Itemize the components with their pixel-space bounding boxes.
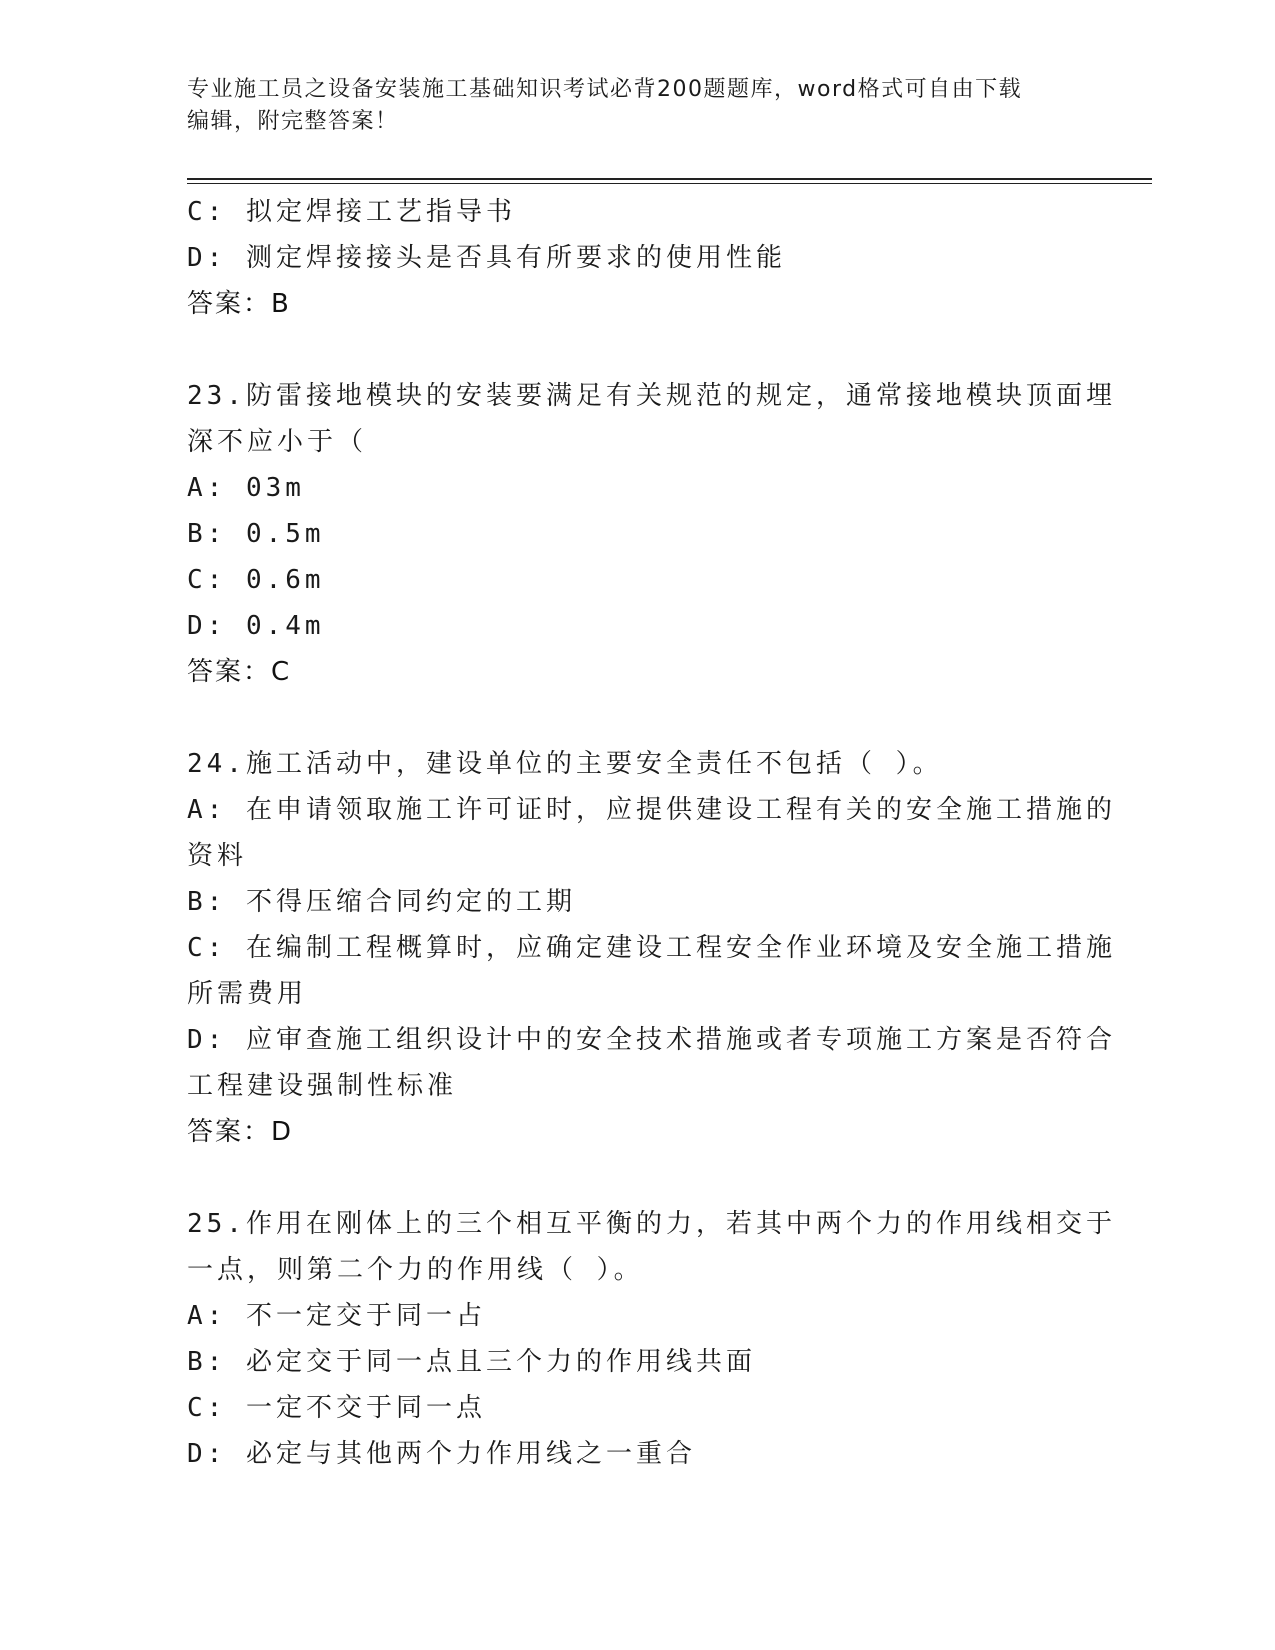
option-b: B: 必定交于同一点且三个力的作用线共面 bbox=[187, 1347, 756, 1377]
option-a: A: 03m bbox=[187, 473, 305, 503]
answer-label: 答案：D bbox=[187, 1117, 294, 1147]
option-d-continued: 工程建设强制性标准 bbox=[187, 1071, 458, 1101]
option-a: A: 在申请领取施工许可证时，应提供建设工程有关的安全施工措施的 bbox=[187, 795, 1116, 825]
header-divider-thin bbox=[187, 183, 1152, 184]
header-title-line-2: 编辑，附完整答案！ bbox=[187, 109, 399, 134]
question-stem: 24.施工活动中，建设单位的主要安全责任不包括（ ）。 bbox=[187, 749, 943, 779]
option-b: B: 0.5m bbox=[187, 519, 325, 549]
answer-label: 答案：C bbox=[187, 657, 292, 687]
option-b: B: 不得压缩合同约定的工期 bbox=[187, 887, 576, 917]
question-stem-continued: 一点，则第二个力的作用线（ ）。 bbox=[187, 1255, 644, 1285]
option-c-continued: 所需费用 bbox=[187, 979, 308, 1009]
answer-label: 答案：B bbox=[187, 289, 291, 319]
option-c: C: 0.6m bbox=[187, 565, 325, 595]
question-25 bbox=[187, 1201, 1116, 1477]
option-c: C: 拟定焊接工艺指导书 bbox=[187, 197, 516, 227]
question-stem: 25.作用在刚体上的三个相互平衡的力，若其中两个力的作用线相交于 bbox=[187, 1209, 1116, 1239]
question-list bbox=[187, 189, 1116, 1477]
option-d: D: 应审查施工组织设计中的安全技术措施或者专项施工方案是否符合 bbox=[187, 1025, 1116, 1055]
option-d: D: 0.4m bbox=[187, 611, 325, 641]
question-23 bbox=[187, 373, 1116, 695]
option-a: A: 不一定交于同一占 bbox=[187, 1301, 486, 1331]
spacer bbox=[187, 327, 1087, 373]
header-divider-thick bbox=[187, 178, 1152, 180]
spacer bbox=[187, 695, 1087, 741]
option-a-continued: 资料 bbox=[187, 841, 248, 871]
option-c: C: 在编制工程概算时，应确定建设工程安全作业环境及安全施工措施 bbox=[187, 933, 1116, 963]
question-stem-continued: 深不应小于（ bbox=[187, 427, 368, 457]
option-d: D: 测定焊接接头是否具有所要求的使用性能 bbox=[187, 243, 786, 273]
option-d: D: 必定与其他两个力作用线之一重合 bbox=[187, 1439, 696, 1469]
option-c: C: 一定不交于同一点 bbox=[187, 1393, 486, 1423]
spacer bbox=[187, 1155, 1087, 1201]
document-header bbox=[187, 74, 1087, 138]
question-stem: 23.防雷接地模块的安装要满足有关规范的规定，通常接地模块顶面埋 bbox=[187, 381, 1116, 411]
question-22-continued bbox=[187, 189, 1087, 327]
question-24 bbox=[187, 741, 1116, 1155]
header-title-line-1: 专业施工员之设备安装施工基础知识考试必背200题题库，word格式可自由下载 bbox=[187, 77, 1023, 102]
